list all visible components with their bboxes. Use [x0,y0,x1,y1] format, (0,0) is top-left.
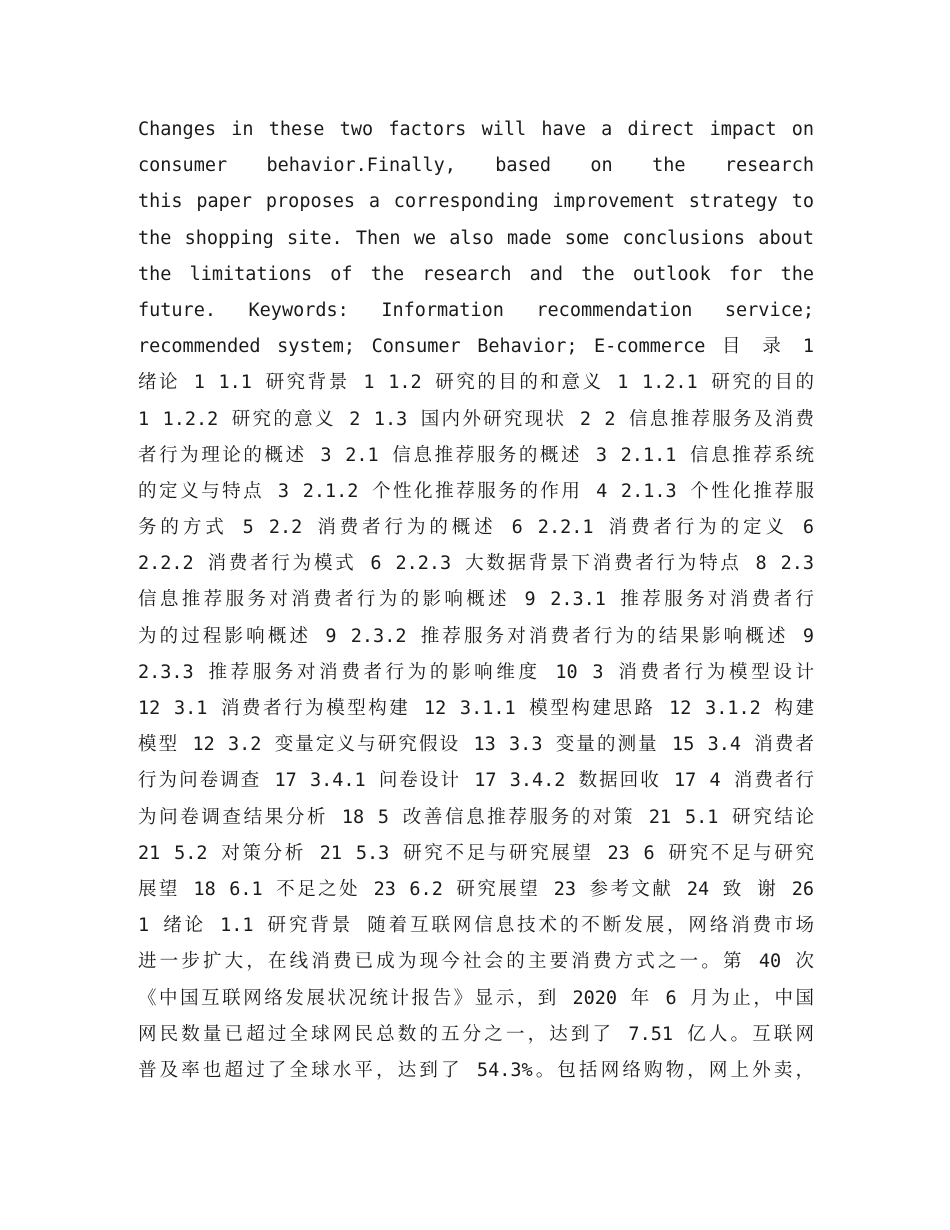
text-line: 《中国互联网络发展状况统计报告》显示，到 2020 年 6 月为止，中国 [138,987,814,1009]
text-line: 1 绪论 1.1 研究背景 随着互联网信息技术的不断发展，网络消费市场 [138,915,814,937]
text-line: this paper proposes a corresponding improvement strategy to [138,191,814,213]
text-line: 的定义与特点 3 2.1.2 个性化推荐服务的作用 4 2.1.3 个性化推荐服 [138,480,814,502]
text-line: 务的方式 5 2.2 消费者行为的概述 6 2.2.1 消费者行为的定义 6 [138,517,814,539]
text-line: 信息推荐服务对消费者行为的影响概述 9 2.3.1 推荐服务对消费者行 [138,589,814,611]
text-line: the shopping site. Then we also made some conclusions about [138,227,814,249]
text-line: 1 1.2.2 研究的意义 2 1.3 国内外研究现状 2 2 信息推荐服务及消费 [138,408,814,430]
text-line: 12 3.1 消费者行为模型构建 12 3.1.1 模型构建思路 12 3.1.2 构建 [138,698,814,719]
body-text [138,112,814,1089]
text-line: 2.2.2 消费者行为模式 6 2.2.3 大数据背景下消费者行为特点 8 2.3 [138,553,814,575]
text-line: Changes in these two factors will have a direct impact on [138,119,814,140]
text-line: 展望 18 6.1 不足之处 23 6.2 研究展望 23 参考文献 24 致 谢 26 [138,878,814,900]
text-line: 为的过程影响概述 9 2.3.2 推荐服务对消费者行为的结果影响概述 9 [138,625,814,647]
text-line: 者行为理论的概述 3 2.1 信息推荐服务的概述 3 2.1.1 信息推荐系统 [138,444,814,466]
text-line: consumer behavior.Finally, based on the research [138,155,814,177]
text-line: 模型 12 3.2 变量定义与研究假设 13 3.3 变量的测量 15 3.4 消费者 [138,734,814,756]
text-line: recommended system; Consumer Behavior; E-commerce 目 录 1 [138,336,814,358]
text-line: 行为问卷调查 17 3.4.1 问卷设计 17 3.4.2 数据回收 17 4 消费者行 [138,770,814,792]
text-line: 21 5.2 对策分析 21 5.3 研究不足与研究展望 23 6 研究不足与研究 [138,842,814,864]
text-line: 为问卷调查结果分析 18 5 改善信息推荐服务的对策 21 5.1 研究结论 [138,806,814,828]
text-line: the limitations of the research and the outlook for the [138,263,814,285]
text-line: future. Keywords: Information recommendation service; [138,299,814,321]
text-line: 进一步扩大，在线消费已成为现今社会的主要消费方式之一。第 40 次 [138,951,814,973]
text-line: 绪论 1 1.1 研究背景 1 1.2 研究的目的和意义 1 1.2.1 研究的目的 [138,372,814,394]
text-line: 网民数量已超过全球网民总数的五分之一，达到了 7.51 亿人。互联网 [138,1023,814,1045]
text-line: 普及率也超过了全球水平，达到了 54.3%。包括网络购物，网上外卖， [138,1059,814,1081]
text-line: 2.3.3 推荐服务对消费者行为的影响维度 10 3 消费者行为模型设计 [138,661,814,683]
